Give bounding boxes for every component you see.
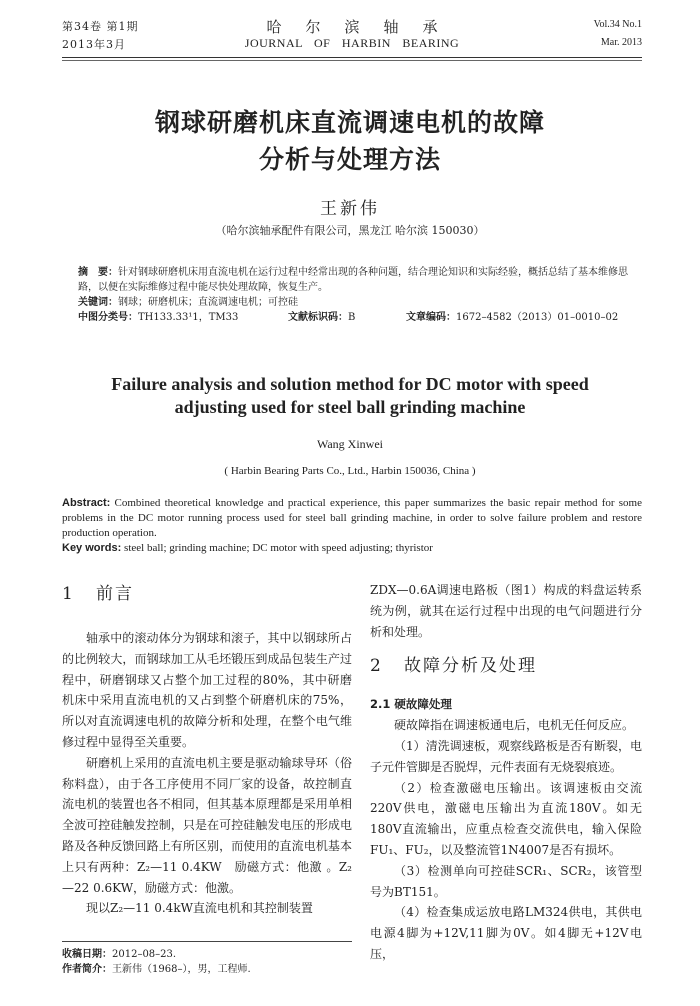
- volume-en: Vol.34 No.1: [593, 19, 642, 30]
- body-right-column: [370, 580, 642, 965]
- journal-name-cn: 哈尔滨轴承: [266, 18, 462, 36]
- author-en: Wang Xinwei: [316, 437, 384, 451]
- footnote-received: [62, 947, 362, 962]
- title-cn-line1: 钢球研磨机床直流调速电机的故障: [154, 108, 545, 137]
- section-1-paragraph-3: 现以Z₂—11 0.4kW直流电机和其控制装置: [86, 901, 313, 916]
- footnote-author: [62, 962, 362, 977]
- running-header: [62, 18, 642, 52]
- section-1-heading: [62, 580, 352, 608]
- title-cn-line2: 分析与处理方法: [258, 145, 441, 174]
- author-cn: 王新伟: [320, 199, 380, 219]
- section-1-title: 前言: [96, 584, 134, 604]
- journal-name-en: JOURNAL OF HARBIN BEARING: [244, 36, 460, 50]
- subsection-2-1-paragraph: 硬故障指在调速板通电后，电机无任何反应。: [394, 718, 635, 733]
- keywords-en-text: steel ball; grinding machine; DC motor with speed adjusting; thyristor: [124, 542, 433, 554]
- title-en-line2: adjusting used for steel ball grinding machine: [174, 397, 526, 417]
- step-3: （3）检测单向可控硅SCR₁、SCR₂，该管型号为BT151。: [370, 863, 642, 899]
- article-label: 文章编码：: [406, 312, 456, 323]
- title-en-line1: Failure analysis and solution method for DC motor with speed: [111, 374, 589, 394]
- abstract-en: [62, 496, 642, 541]
- article-code: [406, 311, 619, 326]
- step-2: （2）检查激磁电压输出。该调速板由交流220V供电，激磁电压输出为直流180V。如无180V直流输出，应重点检查交流供电，输入保险FU₁、FU₂，以及整流管1N4007是否有损坏。: [370, 780, 642, 857]
- volume-cn: 第34卷 第1期: [62, 20, 139, 33]
- section-1-paragraph-2: 研磨机上采用的直流电机主要是驱动输球导环（俗称料盘），由于各工序使用不同厂家的设备，故控制直流电机的装置也各不相同，但其基本原理都是采用单相全波可控硅触发控制，只是在可控硅触发电压的形成电路及各种反馈回路上有所区别，而使用的直流电机基本上只有两种：Z₂—11 0.4KW 励磁方式：他激 。Z₂—22 0.6KW，励磁方式：他激。: [62, 755, 352, 895]
- clc-value: TH133.33¹1，TM33: [138, 312, 239, 323]
- step-1: （1）清洗调速板，观察线路板是否有断裂，电子元件管脚是否脱焊，元件表面有无烧裂痕迹。: [370, 738, 642, 774]
- header-rule-thin: [62, 60, 642, 61]
- section-2-title: 故障分析及处理: [404, 656, 537, 677]
- doc-label: 文献标识码：: [288, 312, 348, 323]
- step-4: （4）检查集成运放电路LM324供电，其供电电源4脚为+12V,11脚为0V。如4脚无+12V电压，: [370, 905, 642, 961]
- clc-label: 中图分类号：: [78, 312, 138, 323]
- keywords-cn-label: 关键词：: [78, 297, 118, 308]
- abstract-en-label: Abstract:: [62, 497, 111, 509]
- date-cn: 2013年3月: [62, 38, 126, 51]
- section-2-heading: [370, 652, 642, 680]
- abstract-cn-text: 针对钢球研磨机床用直流电机在运行过程中经常出现的各种问题，结合理论知识和实际经验，概括总结了基本维修思路，以便在实际维修过程中能尽快处理故障，恢复生产。: [78, 267, 628, 293]
- author-bio: 王新伟（1968–），男，工程师.: [112, 964, 251, 975]
- article-value: 1672–4582（2013）01–0010–02: [456, 312, 619, 323]
- received-date: 2012–08–23.: [112, 949, 177, 960]
- keywords-en: [62, 542, 642, 554]
- subsection-2-1-heading: 2.1 硬故障处理: [370, 697, 452, 712]
- keywords-cn-text: 钢球；研磨机床；直流调速电机；可控硅: [118, 297, 298, 308]
- title-cn: [0, 104, 700, 178]
- abstract-en-text: Combined theoretical knowledge and practical experience, this paper summarizes the basic repair method for some problems in the DC motor running process used for steel ball grinding machine, in order to solve failure problem and restore production operation.: [62, 497, 642, 539]
- received-label: 收稿日期：: [62, 949, 112, 960]
- author-bio-label: 作者简介：: [62, 964, 112, 975]
- affiliation-cn: （哈尔滨轴承配件有限公司，黑龙江 哈尔滨 150030）: [215, 224, 485, 237]
- paragraph-continued: ZDX—0.6A调速电路板（图1）构成的料盘运转系统为例，就其在运行过程中出现的电气问题进行分析和处理。: [370, 583, 642, 639]
- section-2-number: 2: [370, 656, 383, 677]
- title-en: [0, 373, 700, 419]
- clc-code: [78, 311, 239, 326]
- header-rule: [62, 57, 642, 58]
- doc-value: B: [348, 312, 356, 323]
- abstract-cn-label: 摘 要：: [78, 267, 118, 278]
- abstract-cn: [78, 266, 638, 295]
- date-en: Mar. 2013: [600, 37, 642, 48]
- section-1-paragraph-1: 轴承中的滚动体分为钢球和滚子，其中以钢球所占的比例较大，而钢球加工从毛坯锻压到成品包装生产过程中，研磨钢球又占整个加工过程的80%，其中研磨机床中采用直流电机的又占到整个研磨机床的75%，所以对直流调速电机的故障分析和处理，在整个电气维修过程中显得至关重要。: [62, 631, 352, 749]
- body-left-column: [62, 580, 352, 919]
- doc-code: [288, 311, 356, 326]
- affiliation-en: ( Harbin Bearing Parts Co., Ltd., Harbin 150036, China ): [224, 465, 476, 477]
- keywords-cn: [78, 296, 638, 311]
- footnote-rule: [62, 941, 352, 942]
- section-1-number: 1: [62, 584, 75, 604]
- keywords-en-label: Key words:: [62, 542, 122, 554]
